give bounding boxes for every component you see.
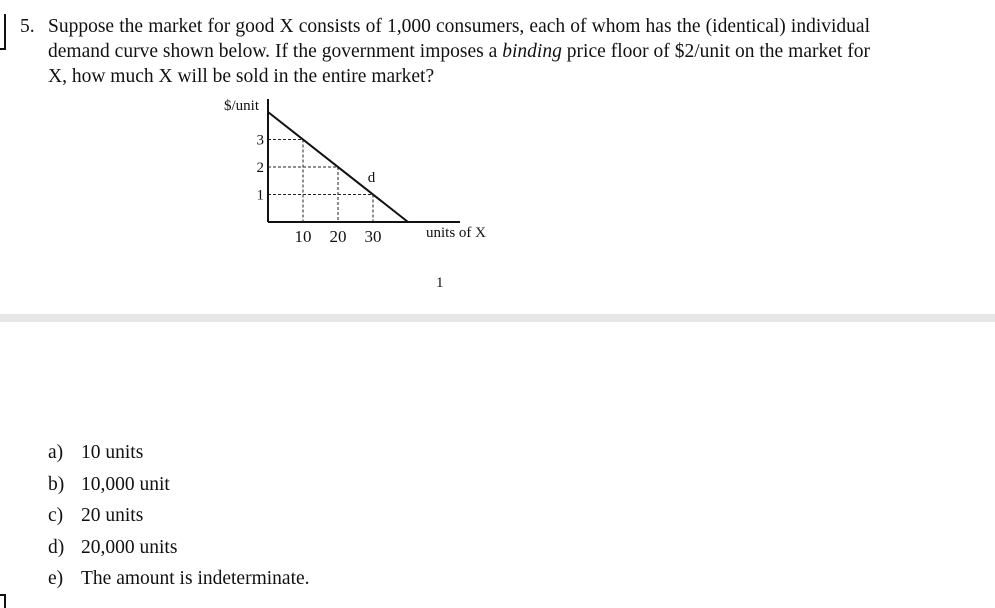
demand-graph (210, 92, 510, 252)
answer-option-a[interactable] (48, 437, 310, 469)
answer-option-d[interactable] (48, 532, 310, 564)
x-axis-label: units of X (426, 225, 486, 241)
page-separator (0, 314, 995, 322)
y-tick-label: 3 (256, 132, 264, 149)
x-tick-label: 20 (329, 227, 347, 246)
answer-letter: d) (48, 536, 65, 558)
answer-letter: c) (48, 505, 64, 527)
answer-text: 10 units (81, 442, 144, 463)
y-tick-label: 2 (256, 160, 264, 176)
question-number: 5. (20, 16, 35, 37)
x-tick-labels (295, 227, 382, 246)
answer-letter: e) (48, 568, 64, 590)
question-text-part: price floor of $2/unit on the market for X, how much X will be sold in the entire market? (48, 41, 870, 87)
answer-letter: a) (48, 442, 64, 463)
demand-curve-label: d (367, 170, 376, 187)
answer-option-e[interactable] (48, 563, 310, 595)
answer-text: 10,000 unit (81, 473, 170, 495)
question-text-part: Suppose the market for good X consists of 1,000 consumers, each of whom has the (identical) individual demand curve shown below. If the government imposes a (48, 16, 870, 62)
y-tick-labels (257, 133, 265, 204)
question-emphasis: binding (502, 41, 562, 62)
page-number: 1 (436, 275, 444, 291)
crop-mark-top (0, 14, 6, 50)
answer-letter: b) (48, 473, 65, 495)
answer-option-c[interactable] (48, 500, 310, 532)
answer-text: 20,000 units (81, 536, 178, 558)
question-text (48, 14, 870, 89)
x-tick-label: 30 (364, 227, 382, 246)
answer-text: 20 units (81, 505, 144, 527)
answer-text: The amount is indeterminate. (81, 568, 310, 590)
answer-choices (48, 437, 310, 595)
answer-option-b[interactable] (48, 469, 310, 501)
guide-lines (268, 140, 373, 223)
x-tick-label: 10 (294, 227, 312, 246)
y-axis-label: $/unit (224, 98, 260, 114)
y-tick-label: 1 (256, 187, 264, 204)
question-block (20, 14, 870, 89)
